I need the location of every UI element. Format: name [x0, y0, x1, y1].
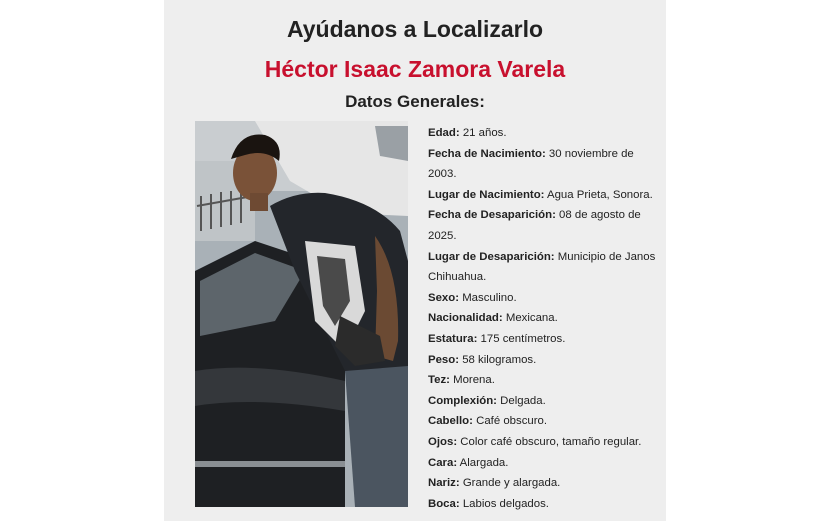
detail-label: Tez: — [428, 374, 450, 387]
detail-label: Cara: — [428, 456, 458, 469]
detail-disappearance-date — [428, 205, 660, 246]
detail-value: Municipio de Janos Chihuahua. — [428, 250, 656, 284]
detail-weight — [428, 350, 660, 371]
person-photo — [195, 121, 408, 507]
detail-label: Cabello: — [428, 415, 473, 428]
detail-label: Ojos: — [428, 435, 458, 448]
detail-mouth — [428, 494, 660, 515]
detail-value: 58 kilogramos. — [459, 353, 537, 366]
missing-person-poster — [164, 0, 666, 521]
detail-label: Lugar de Nacimiento: — [428, 188, 545, 201]
detail-build — [428, 391, 660, 412]
detail-value: Color café obscuro, tamaño regular. — [457, 435, 642, 448]
detail-nationality — [428, 308, 660, 329]
detail-value: Masculino. — [459, 291, 517, 304]
detail-label: Nacionalidad: — [428, 312, 503, 325]
detail-label: Nariz: — [428, 477, 460, 490]
detail-age — [428, 123, 660, 144]
detail-label: Lugar de Desaparición: — [428, 250, 555, 263]
section-heading: Datos Generales: — [345, 92, 485, 111]
detail-label: Edad: — [428, 127, 460, 139]
detail-label: Sexo: — [428, 291, 460, 304]
detail-value: Delgada. — [496, 394, 546, 407]
detail-label: Estatura: — [428, 332, 478, 345]
details-list — [428, 123, 660, 514]
detail-value: Grande y alargada. — [459, 477, 561, 490]
detail-birth-date — [428, 144, 660, 185]
detail-value: Mexicana. — [502, 312, 558, 325]
detail-height — [428, 329, 660, 350]
detail-disappearance-place — [428, 247, 660, 288]
person-name: Héctor Isaac Zamora Varela — [264, 56, 566, 82]
detail-value: 30 noviembre de 2003. — [428, 147, 634, 181]
detail-face — [428, 453, 660, 474]
detail-label: Complexión: — [428, 394, 497, 407]
detail-eyes — [428, 432, 660, 453]
detail-value: 175 centímetros. — [477, 332, 566, 345]
detail-birth-place — [428, 185, 660, 206]
detail-hair — [428, 411, 660, 432]
detail-value: 21 años. — [459, 127, 507, 139]
poster-title: Ayúdanos a Localizarlo — [286, 16, 544, 42]
detail-nose — [428, 473, 660, 494]
detail-label: Boca: — [428, 497, 460, 510]
detail-value: Labios delgados. — [459, 497, 549, 510]
detail-value: Café obscuro. — [472, 415, 548, 428]
detail-label: Peso: — [428, 353, 460, 366]
detail-label: Fecha de Desaparición: — [428, 209, 556, 222]
detail-value: 08 de agosto de 2025. — [428, 209, 641, 242]
detail-value: Agua Prieta, Sonora. — [544, 188, 653, 201]
detail-sex — [428, 288, 660, 309]
detail-value: Morena. — [449, 374, 495, 387]
detail-value: Alargada. — [457, 456, 509, 469]
detail-label: Fecha de Nacimiento: — [428, 147, 546, 160]
detail-complexion-color — [428, 370, 660, 391]
